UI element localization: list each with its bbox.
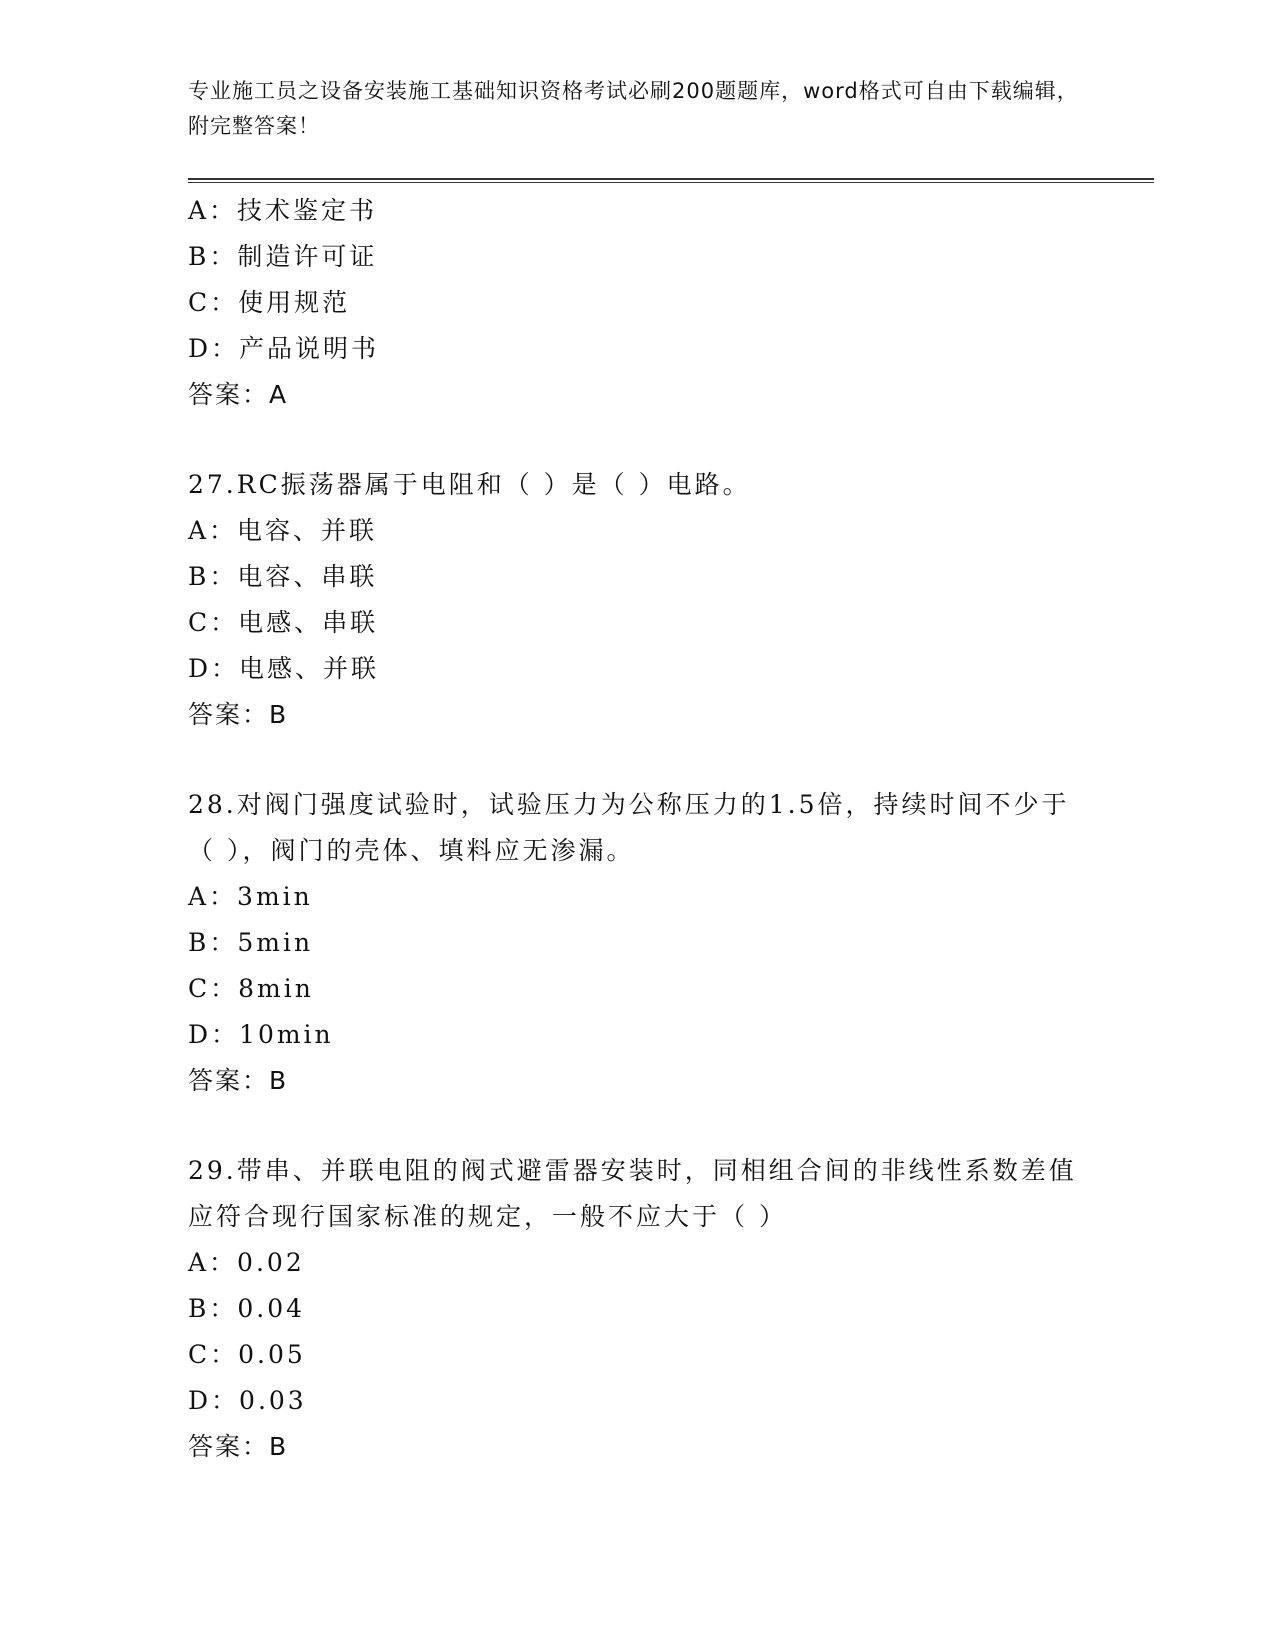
option-d: D：产品说明书 <box>188 334 380 363</box>
question-stem: 29.带串、并联电阻的阀式避雷器安装时，同相组合间的非线性系数差值应符合现行国家标准的规定，一般不应大于（ ） <box>188 1156 1077 1231</box>
option-d: D：0.03 <box>188 1386 307 1415</box>
answer: 答案：B <box>188 700 289 729</box>
option-d: D：10min <box>188 1020 334 1049</box>
answer: 答案：A <box>188 380 289 409</box>
option-b: B：0.04 <box>188 1294 306 1323</box>
question-list <box>188 188 1088 1470</box>
question-block <box>188 188 1088 418</box>
question-stem: 28.对阀门强度试验时，试验压力为公称压力的1.5倍，持续时间不少于（ ），阀门的壳体、填料应无渗漏。 <box>188 790 1070 865</box>
option-a: A：技术鉴定书 <box>188 196 378 225</box>
option-a: A：0.02 <box>188 1248 305 1277</box>
header-divider <box>188 178 1154 183</box>
question-stem: 27.RC振荡器属于电阻和（ ）是（ ）电路。 <box>188 470 751 499</box>
option-b: B：电容、串联 <box>188 562 378 591</box>
option-b: B：制造许可证 <box>188 242 378 271</box>
question-block <box>188 1148 1088 1470</box>
answer: 答案：B <box>188 1432 289 1461</box>
option-c: C：8min <box>188 974 314 1003</box>
question-block <box>188 462 1088 738</box>
option-a: A：3min <box>188 882 313 911</box>
option-c: C：使用规范 <box>188 288 351 317</box>
option-c: C：电感、串联 <box>188 608 379 637</box>
answer: 答案：B <box>188 1066 289 1095</box>
question-block <box>188 782 1088 1104</box>
option-d: D：电感、并联 <box>188 654 380 683</box>
document-header: 专业施工员之设备安装施工基础知识资格考试必刷200题题库，word格式可自由下载编辑，附完整答案！ <box>188 79 1079 138</box>
option-a: A：电容、并联 <box>188 516 378 545</box>
option-b: B：5min <box>188 928 314 957</box>
option-c: C：0.05 <box>188 1340 306 1369</box>
